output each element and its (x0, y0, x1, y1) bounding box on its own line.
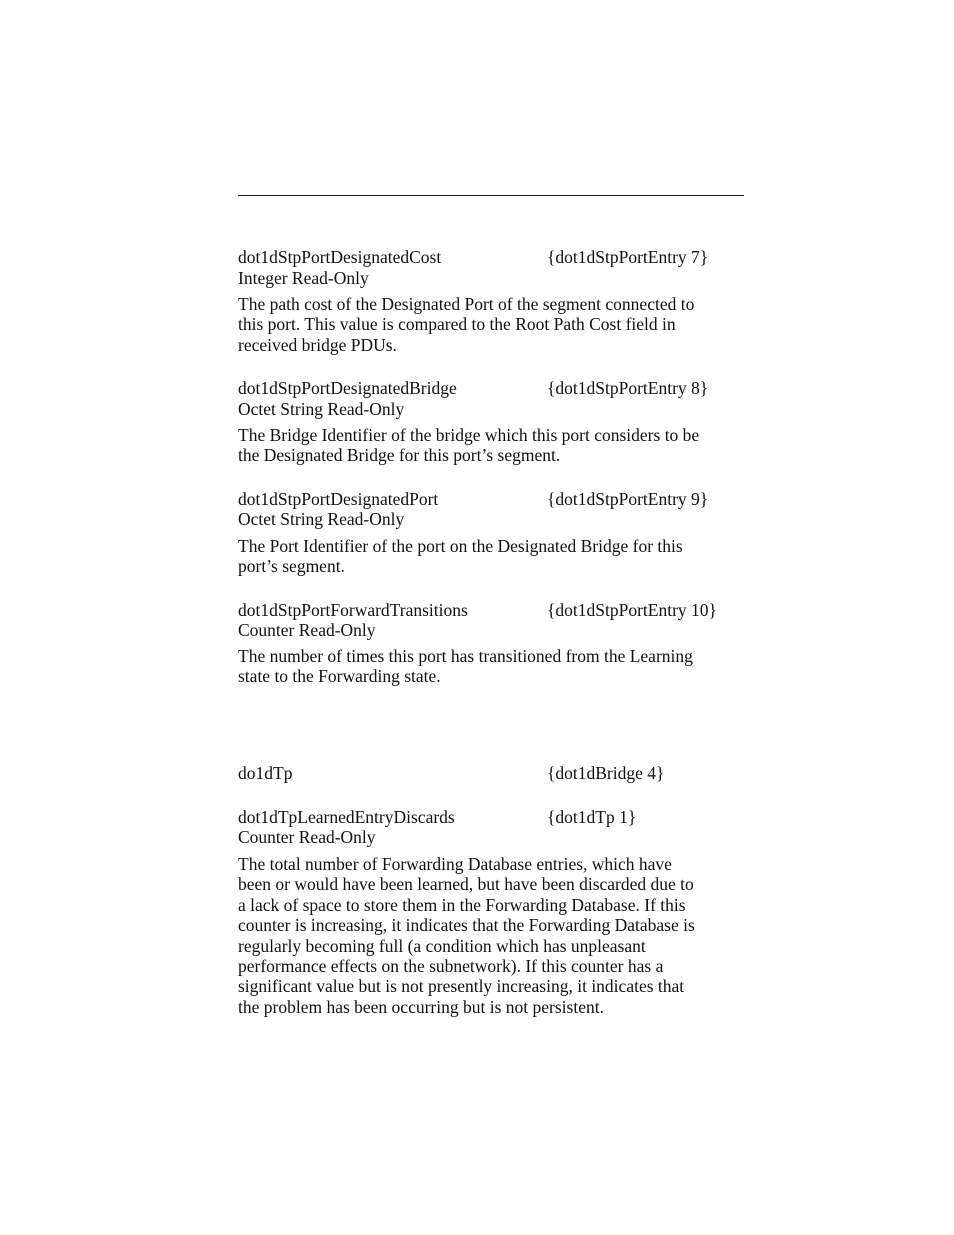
object-oid: {dot1dStpPortEntry 8} (547, 378, 709, 398)
object-oid: {dot1dStpPortEntry 7} (547, 247, 709, 267)
description-line: The Bridge Identifier of the bridge which this port considers to be (238, 425, 700, 445)
object-description (238, 536, 744, 577)
description-line: the problem has been occurring but is not persistent. (238, 996, 604, 1017)
object-description (238, 294, 744, 355)
description-line: The total number of Forwarding Database entries, which have (238, 854, 672, 874)
description-line: The path cost of the Designated Port of the segment connected to (238, 294, 695, 314)
group-name: do1dTp (238, 763, 293, 783)
object-oid: {dot1dTp 1} (547, 807, 637, 827)
object-oid: {dot1dStpPortEntry 10} (547, 600, 717, 620)
object-description (238, 425, 744, 466)
description-line: this port. This value is compared to the Root Path Cost field in (238, 314, 676, 335)
object-type: Octet String Read-Only (238, 509, 405, 529)
object-name: dot1dStpPortForwardTransitions (238, 600, 468, 620)
object-name: dot1dTpLearnedEntryDiscards (238, 807, 455, 827)
object-description (238, 646, 744, 687)
description-line: port’s segment. (238, 556, 345, 577)
document-page (238, 0, 744, 1235)
object-name: dot1dStpPortDesignatedPort (238, 489, 439, 509)
object-type: Counter Read-Only (238, 827, 376, 847)
description-line: state to the Forwarding state. (238, 666, 441, 687)
description-line: the Designated Bridge for this port’s segment. (238, 445, 561, 466)
object-name: dot1dStpPortDesignatedCost (238, 247, 442, 267)
header-rule (238, 195, 744, 196)
object-type: Counter Read-Only (238, 620, 376, 640)
object-name: dot1dStpPortDesignatedBridge (238, 378, 457, 398)
description-line: received bridge PDUs. (238, 334, 397, 355)
description-line: The Port Identifier of the port on the Designated Bridge for this (238, 536, 683, 556)
description-line: been or would have been learned, but have been discarded due to (238, 874, 694, 895)
description-line: a lack of space to store them in the Forwarding Database. If this (238, 894, 686, 915)
description-line: performance effects on the subnetwork). If this counter has a (238, 956, 664, 977)
object-type: Integer Read-Only (238, 268, 369, 288)
object-oid: {dot1dStpPortEntry 9} (547, 489, 709, 509)
object-type: Octet String Read-Only (238, 399, 405, 419)
description-line: counter is increasing, it indicates that the Forwarding Database is (238, 915, 695, 936)
description-line: The number of times this port has transitioned from the Learning (238, 646, 693, 666)
description-line: significant value but is not presently increasing, it indicates that (238, 976, 685, 997)
description-line: regularly becoming full (a condition which has unpleasant (238, 935, 646, 956)
object-description (238, 854, 744, 1017)
group-oid: {dot1dBridge 4} (547, 763, 665, 783)
